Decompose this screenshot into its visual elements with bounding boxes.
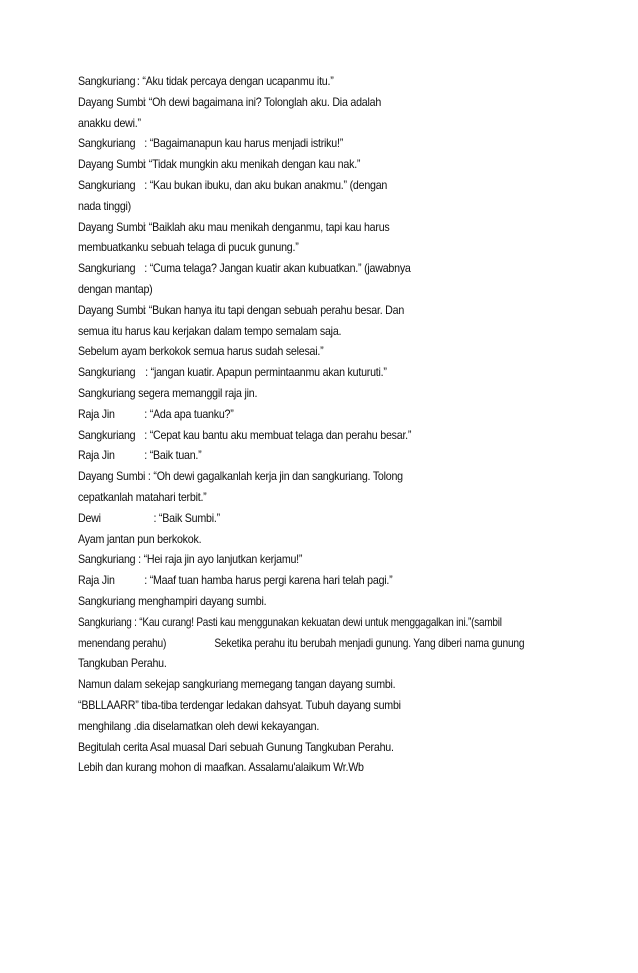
dialogue-line — [78, 363, 538, 384]
text-line — [78, 592, 538, 613]
text-line — [78, 114, 538, 135]
line-text: Tangkuban Perahu. — [78, 657, 167, 671]
text-line — [78, 238, 538, 259]
speaker-name: Dayang Sumbi — [78, 95, 146, 109]
dialogue-line — [78, 176, 538, 197]
text-line — [78, 488, 538, 509]
line-text: : “Cuma telaga? Jangan kuatir akan kubuatkan.” (jawabnya — [144, 262, 411, 276]
text-line — [78, 675, 538, 696]
line-text: Sangkuriang : “Hei raja jin ayo lanjutkan kerjamu!” — [78, 553, 303, 567]
speaker-name: Raja Jin — [78, 574, 115, 588]
line-text: Sangkuriang segera memanggil raja jin. — [78, 386, 258, 400]
line-text: : “Maaf tuan hamba harus pergi karena hari telah pagi.” — [144, 574, 393, 588]
speaker-name: Sangkuriang — [78, 75, 136, 88]
line-text: Sangkuriang menghampiri dayang sumbi. — [78, 594, 267, 608]
line-text: : “Bukan hanya itu tapi dengan sebuah perahu besar. Dan — [143, 303, 405, 317]
line-text: Ayam jantan pun berkokok. — [78, 532, 202, 546]
speaker-name: Dayang Sumbi — [78, 158, 146, 172]
text-line — [78, 467, 538, 488]
speaker-name: Dayang Sumbi — [78, 303, 146, 317]
text-line — [78, 280, 538, 301]
text-line — [78, 530, 538, 551]
dialogue-line — [78, 155, 538, 176]
text-line — [78, 322, 538, 343]
line-text: : “Aku tidak percaya dengan ucapanmu itu.” — [136, 75, 334, 88]
dialogue-line — [78, 426, 538, 447]
speaker-name: Raja Jin — [78, 449, 115, 463]
line-text: : “Tidak mungkin aku menikah dengan kau nak.” — [143, 158, 361, 172]
line-text: Sangkuriang : “Kau curang! Pasti kau menggunakan kekuatan dewi untuk menggagalkan ini.”(sambil — [78, 615, 502, 629]
dialogue-line — [78, 72, 538, 93]
text-line — [78, 550, 538, 571]
line-text: Lebih dan kurang mohon di maafkan. Assalamu'alaikum Wr.Wb — [78, 761, 364, 775]
line-text: dengan mantap) — [78, 282, 153, 296]
line-text: cepatkanlah matahari terbit.” — [78, 490, 207, 504]
line-text: “BBLLAARR” tiba-tiba terdengar ledakan dahsyat. Tubuh dayang sumbi — [78, 698, 401, 712]
dialogue-line — [78, 134, 538, 155]
text-line — [78, 634, 525, 655]
line-text: : “Ada apa tuanku?” — [144, 407, 234, 421]
line-text: anakku dewi.” — [78, 116, 141, 130]
line-text: : “Bagaimanapun kau harus menjadi istriku!” — [144, 137, 344, 151]
line-text: nada tinggi) — [78, 199, 131, 213]
line-text: : “Baiklah aku mau menikah denganmu, tapi kau harus — [143, 220, 390, 234]
line-text: : “Baik Sumbi.” — [153, 511, 220, 525]
line-text: Sebelum ayam berkokok semua harus sudah selesai.” — [78, 345, 324, 359]
dialogue-line — [78, 446, 538, 467]
text-line — [78, 384, 538, 405]
line-text: : “jangan kuatir. Apapun permintaanmu akan kuturuti.” — [145, 366, 387, 380]
line-text: menendang perahu) — [78, 636, 167, 650]
dialogue-line — [78, 259, 538, 280]
speaker-name: Dewi — [78, 511, 101, 525]
speaker-name: Sangkuriang — [78, 137, 136, 151]
line-text: : “Oh dewi bagaimana ini? Tolonglah aku. Dia adalah — [143, 95, 382, 109]
speaker-name: Sangkuriang — [78, 178, 136, 192]
dialogue-line — [78, 571, 538, 592]
dialogue-line — [78, 405, 538, 426]
text-line — [78, 197, 538, 218]
line-text: : “Cepat kau bantu aku membuat telaga dan perahu besar.” — [144, 428, 412, 442]
speaker-name: Sangkuriang — [78, 366, 136, 380]
line-text: Namun dalam sekejap sangkuriang memegang tangan dayang sumbi. — [78, 678, 396, 692]
line-text: menghilang .dia diselamatkan oleh dewi kekayangan. — [78, 719, 320, 733]
dialogue-line — [78, 509, 538, 530]
line-text: Begitulah cerita Asal muasal Dari sebuah Gunung Tangkuban Perahu. — [78, 740, 394, 754]
line-text: : “Baik tuan.” — [144, 449, 202, 463]
speaker-name: Raja Jin — [78, 407, 115, 421]
dialogue-line — [78, 301, 538, 322]
text-line — [78, 696, 538, 717]
line-text: membuatkanku sebuah telaga di pucuk gunung.” — [78, 241, 299, 255]
line-text: : “Kau bukan ibuku, dan aku bukan anakmu.” (dengan — [144, 178, 388, 192]
text-line — [78, 342, 538, 363]
speaker-name: Sangkuriang — [78, 428, 136, 442]
text-line — [78, 738, 538, 759]
document-page — [78, 72, 578, 779]
text-line — [78, 717, 538, 738]
dialogue-line — [78, 218, 538, 239]
line-text: Seketika perahu itu berubah menjadi gunung. Yang diberi nama gunung — [214, 636, 525, 650]
speaker-name: Dayang Sumbi — [78, 220, 146, 234]
text-line — [78, 654, 538, 675]
line-text: semua itu harus kau kerjakan dalam tempo semalam saja. — [78, 324, 342, 338]
line-text: Dayang Sumbi : “Oh dewi gagalkanlah kerja jin dan sangkuriang. Tolong — [78, 470, 403, 484]
text-line — [78, 613, 508, 634]
dialogue-line — [78, 93, 538, 114]
speaker-name: Sangkuriang — [78, 262, 136, 276]
text-line — [78, 758, 538, 779]
